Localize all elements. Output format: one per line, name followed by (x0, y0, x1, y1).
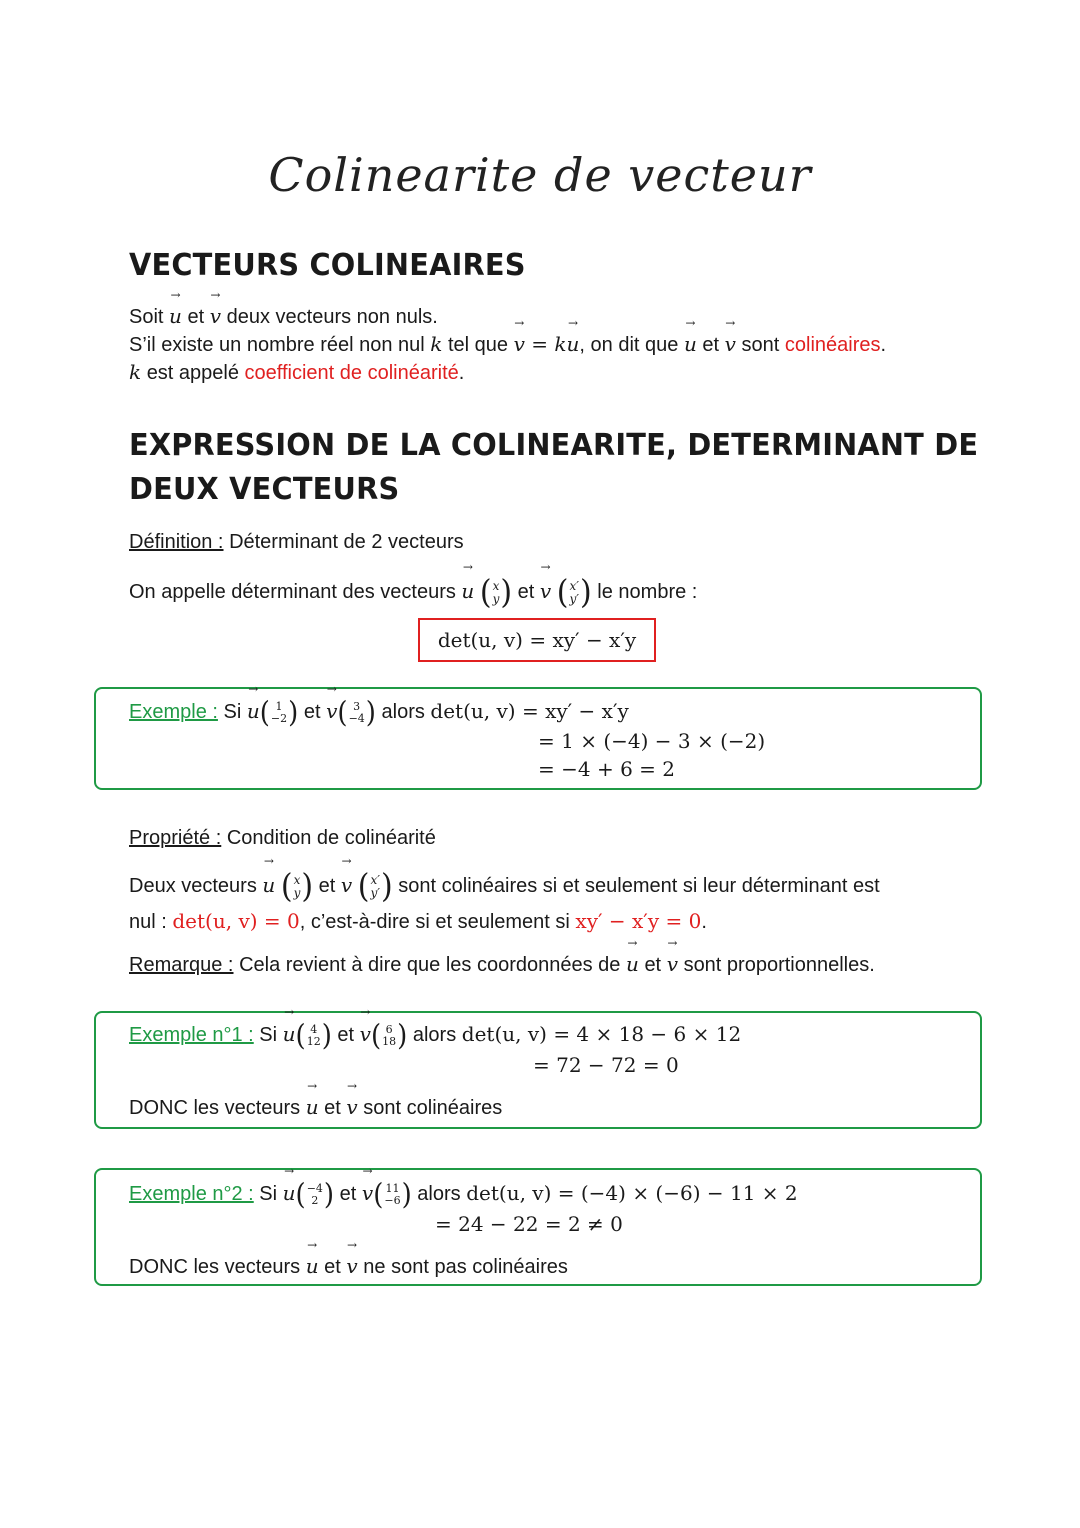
xy-zero-highlight: xy′ − x′y = 0 (575, 909, 702, 933)
property-line: Propriété : Condition de colinéarité (129, 827, 436, 849)
example2-line-1: Exemple n°2 : Si → u ( −4 2 ) et → v ( 11 −6 ) alors det(u, v) = (−4) × (−6) − 11 × 2 (129, 1178, 798, 1209)
example-u-coords: ( 1 −2 ) (259, 696, 299, 730)
example2-v-coords: ( 11 −6 ) (373, 1178, 412, 1212)
section-heading-expression-2: DEUX VECTEURS (129, 472, 400, 507)
paragraph-line-2: S’il existe un nombre réel non nul k tel que → v = k→ u, on dit que → u et → v sont colinéaires. (129, 330, 886, 359)
example1-u-coords: ( 4 12 ) (295, 1019, 332, 1053)
determinant-formula: det(u, v) = xy′ − x′y (437, 628, 637, 652)
definition-label: Définition : (129, 531, 224, 553)
section-heading-colinear: VECTEURS COLINEAIRES (129, 248, 526, 283)
coefficient-highlight: coefficient de colinéarité (244, 362, 459, 384)
definition-sentence: On appelle déterminant des vecteurs → u ( x y ) et → v ( x′ y′ ) le nombre : (129, 574, 697, 609)
property-label: Propriété : (129, 827, 222, 849)
definition-line: Définition : Déterminant de 2 vecteurs (129, 531, 464, 553)
paragraph-line-3: k est appelé coefficient de colinéarité. (129, 360, 465, 384)
property-sentence-1: Deux vecteurs → u ( x y ) et → v ( x′ y′ ) sont colinéaires si et seulement si leur déterminant est (129, 868, 880, 903)
example-calc-line-3: = −4 + 6 = 2 (538, 757, 675, 781)
vector-v-coordinates: ( x′ y′ ) (556, 572, 592, 612)
example-calc-line-2: = 1 × (−4) − 3 × (−2) (538, 729, 766, 753)
property-u-coords: ( x y ) (280, 866, 314, 906)
remark-line: Remarque : Cela revient à dire que les coordonnées de → u et → v sont proportionnelles. (129, 950, 875, 979)
example1-calc-line-2: = 72 − 72 = 0 (533, 1053, 679, 1077)
page-title: Colinearite de vecteur (268, 148, 812, 202)
example2-calc-line-2: = 24 − 22 = 2 ≠ 0 (435, 1212, 623, 1236)
example2-conclusion: DONC les vecteurs → u et → v ne sont pas colinéaires (129, 1252, 568, 1281)
section-heading-expression-1: EXPRESSION DE LA COLINEARITE, DETERMINANT DE (129, 428, 979, 463)
property-sentence-2: nul : det(u, v) = 0, c’est-à-dire si et seulement si xy′ − x′y = 0. (129, 909, 707, 933)
paragraph-line-1: Soit → u et → v deux vecteurs non nuls. (129, 302, 438, 331)
determinant-formula-box (418, 618, 656, 662)
property-v-coords: ( x′ y′ ) (357, 866, 393, 906)
example1-conclusion: DONC les vecteurs → u et → v sont colinéaires (129, 1093, 502, 1122)
example1-line-1: Exemple n°1 : Si → u ( 4 12 ) et → v ( 6 18 ) alors det(u, v) = 4 × 18 − 6 × 12 (129, 1019, 741, 1050)
det-zero-highlight: det(u, v) = 0 (172, 909, 300, 933)
example2-u-coords: ( −4 2 ) (295, 1178, 335, 1212)
example-line-1: Exemple : Si → u ( 1 −2 ) et → v ( 3 −4 ) alors det(u, v) = xy′ − x′y (129, 696, 629, 727)
example-v-coords: ( 3 −4 ) (337, 696, 376, 730)
colineaires-highlight: colinéaires (784, 334, 881, 356)
example-label: Exemple : (129, 701, 218, 723)
vector-u-coordinates: ( x y ) (479, 572, 513, 612)
remark-label: Remarque : (129, 954, 234, 976)
example1-label: Exemple n°1 : (129, 1024, 254, 1046)
example2-label: Exemple n°2 : (129, 1183, 254, 1205)
example1-v-coords: ( 6 18 ) (370, 1019, 408, 1053)
